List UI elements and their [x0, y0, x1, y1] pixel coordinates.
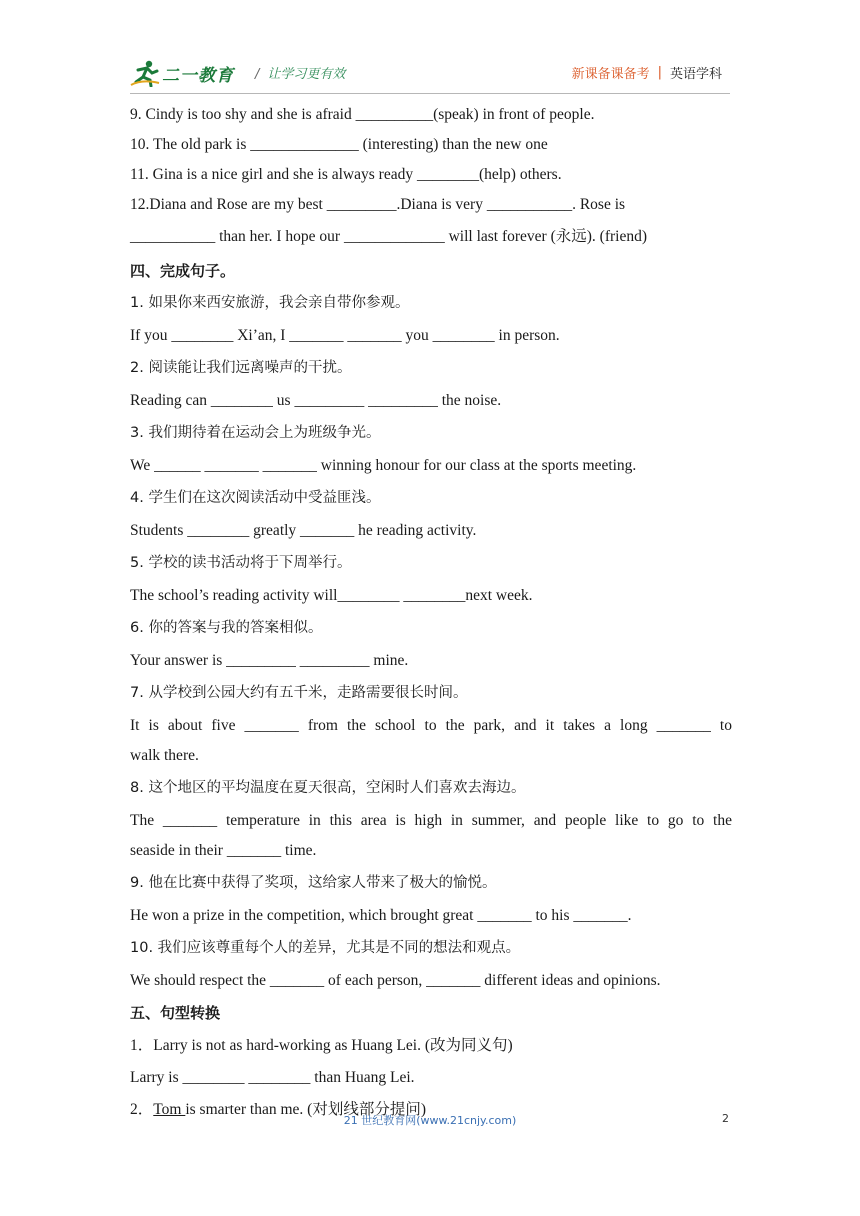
question-prompt: 2. 阅读能让我们远离噪声的干扰。	[130, 360, 352, 376]
exercise-line: ___________ than her. I hope our _____________ will last forever (永远). (friend)	[130, 228, 647, 245]
tag-subject: 英语学科	[669, 67, 722, 82]
exercise-line: 10. The old park is ______________ (interesting) than the new one	[130, 136, 548, 153]
question-prompt: 1. 如果你来西安旅游，我会亲自带你参观。	[130, 295, 410, 311]
question-prompt: 3. 我们期待着在运动会上为班级争光。	[130, 425, 381, 441]
page-header	[130, 55, 730, 91]
answer-line: The _______ temperature in this area is high in summer, and people like to go to the	[130, 812, 732, 829]
question-prompt: 8. 这个地区的平均温度在夏天很高，空闲时人们喜欢去海边。	[130, 780, 526, 796]
answer-line: It is about five _______ from the school to the park, and it takes a long _______ to	[130, 717, 732, 734]
slogan: / 让学习更有效	[255, 67, 346, 82]
header-divider	[130, 93, 730, 94]
brand-logo	[130, 59, 234, 87]
section-heading: 四、完成句子。	[130, 262, 236, 280]
exercise-line: 12.Diana and Rose are my best _________.Diana is very ___________. Rose is	[130, 196, 626, 213]
answer-line: Students ________ greatly _______ he reading activity.	[130, 522, 477, 539]
tag-course: 新课备课备考	[571, 67, 650, 82]
page-number: 2	[722, 1112, 729, 1125]
transform-question: 1．Larry is not as hard-working as Huang Lei. (改为同义句)	[130, 1037, 513, 1054]
answer-line: seaside in their _______ time.	[130, 842, 317, 859]
section-heading: 五、句型转换	[130, 1004, 221, 1022]
answer-line: Your answer is _________ _________ mine.	[130, 652, 409, 669]
running-figure-icon	[130, 59, 160, 87]
answer-line: Reading can ________ us _________ _________ the noise.	[130, 392, 502, 409]
exercise-line: 11. Gina is a nice girl and she is always ready ________(help) others.	[130, 166, 562, 183]
question-prompt: 4. 学生们在这次阅读活动中受益匪浅。	[130, 490, 381, 506]
question-prompt: 5. 学校的读书活动将于下周举行。	[130, 555, 352, 571]
answer-line: walk there.	[130, 747, 199, 764]
worksheet-body	[130, 100, 732, 1125]
header-tags	[572, 63, 722, 82]
question-prompt: 9. 他在比赛中获得了奖项，这给家人带来了极大的愉悦。	[130, 875, 497, 891]
question-prompt: 7. 从学校到公园大约有五千米，走路需要很长时间。	[130, 685, 468, 701]
slogan-text: 让学习更有效	[267, 67, 346, 82]
answer-line: We should respect the _______ of each person, _______ different ideas and opinions.	[130, 972, 661, 989]
answer-line: Larry is ________ ________ than Huang Lei.	[130, 1069, 415, 1086]
answer-line: He won a prize in the competition, which brought great _______ to his _______.	[130, 907, 632, 924]
answer-line: If you ________ Xi’an, I _______ _______ you ________ in person.	[130, 327, 560, 344]
question-prompt: 10. 我们应该尊重每个人的差异，尤其是不同的想法和观点。	[130, 940, 521, 956]
source-link[interactable]: 21 世纪教育网(www.21cnjy.com)	[343, 1114, 517, 1127]
tag-separator: |	[657, 65, 662, 80]
underlined-word: Tom	[153, 1101, 186, 1118]
answer-line: The school’s reading activity will________ ________next week.	[130, 587, 533, 604]
logo-text: 二一教育	[162, 65, 234, 86]
question-prompt: 6. 你的答案与我的答案相似。	[130, 620, 323, 636]
transform-question: 2．Tom is smarter than me. (对划线部分提问)	[130, 1101, 426, 1118]
exercise-line: 9. Cindy is too shy and she is afraid __________(speak) in front of people.	[130, 106, 595, 123]
answer-line: We ______ _______ _______ winning honour for our class at the sports meeting.	[130, 457, 637, 474]
page-footer	[0, 1112, 860, 1132]
